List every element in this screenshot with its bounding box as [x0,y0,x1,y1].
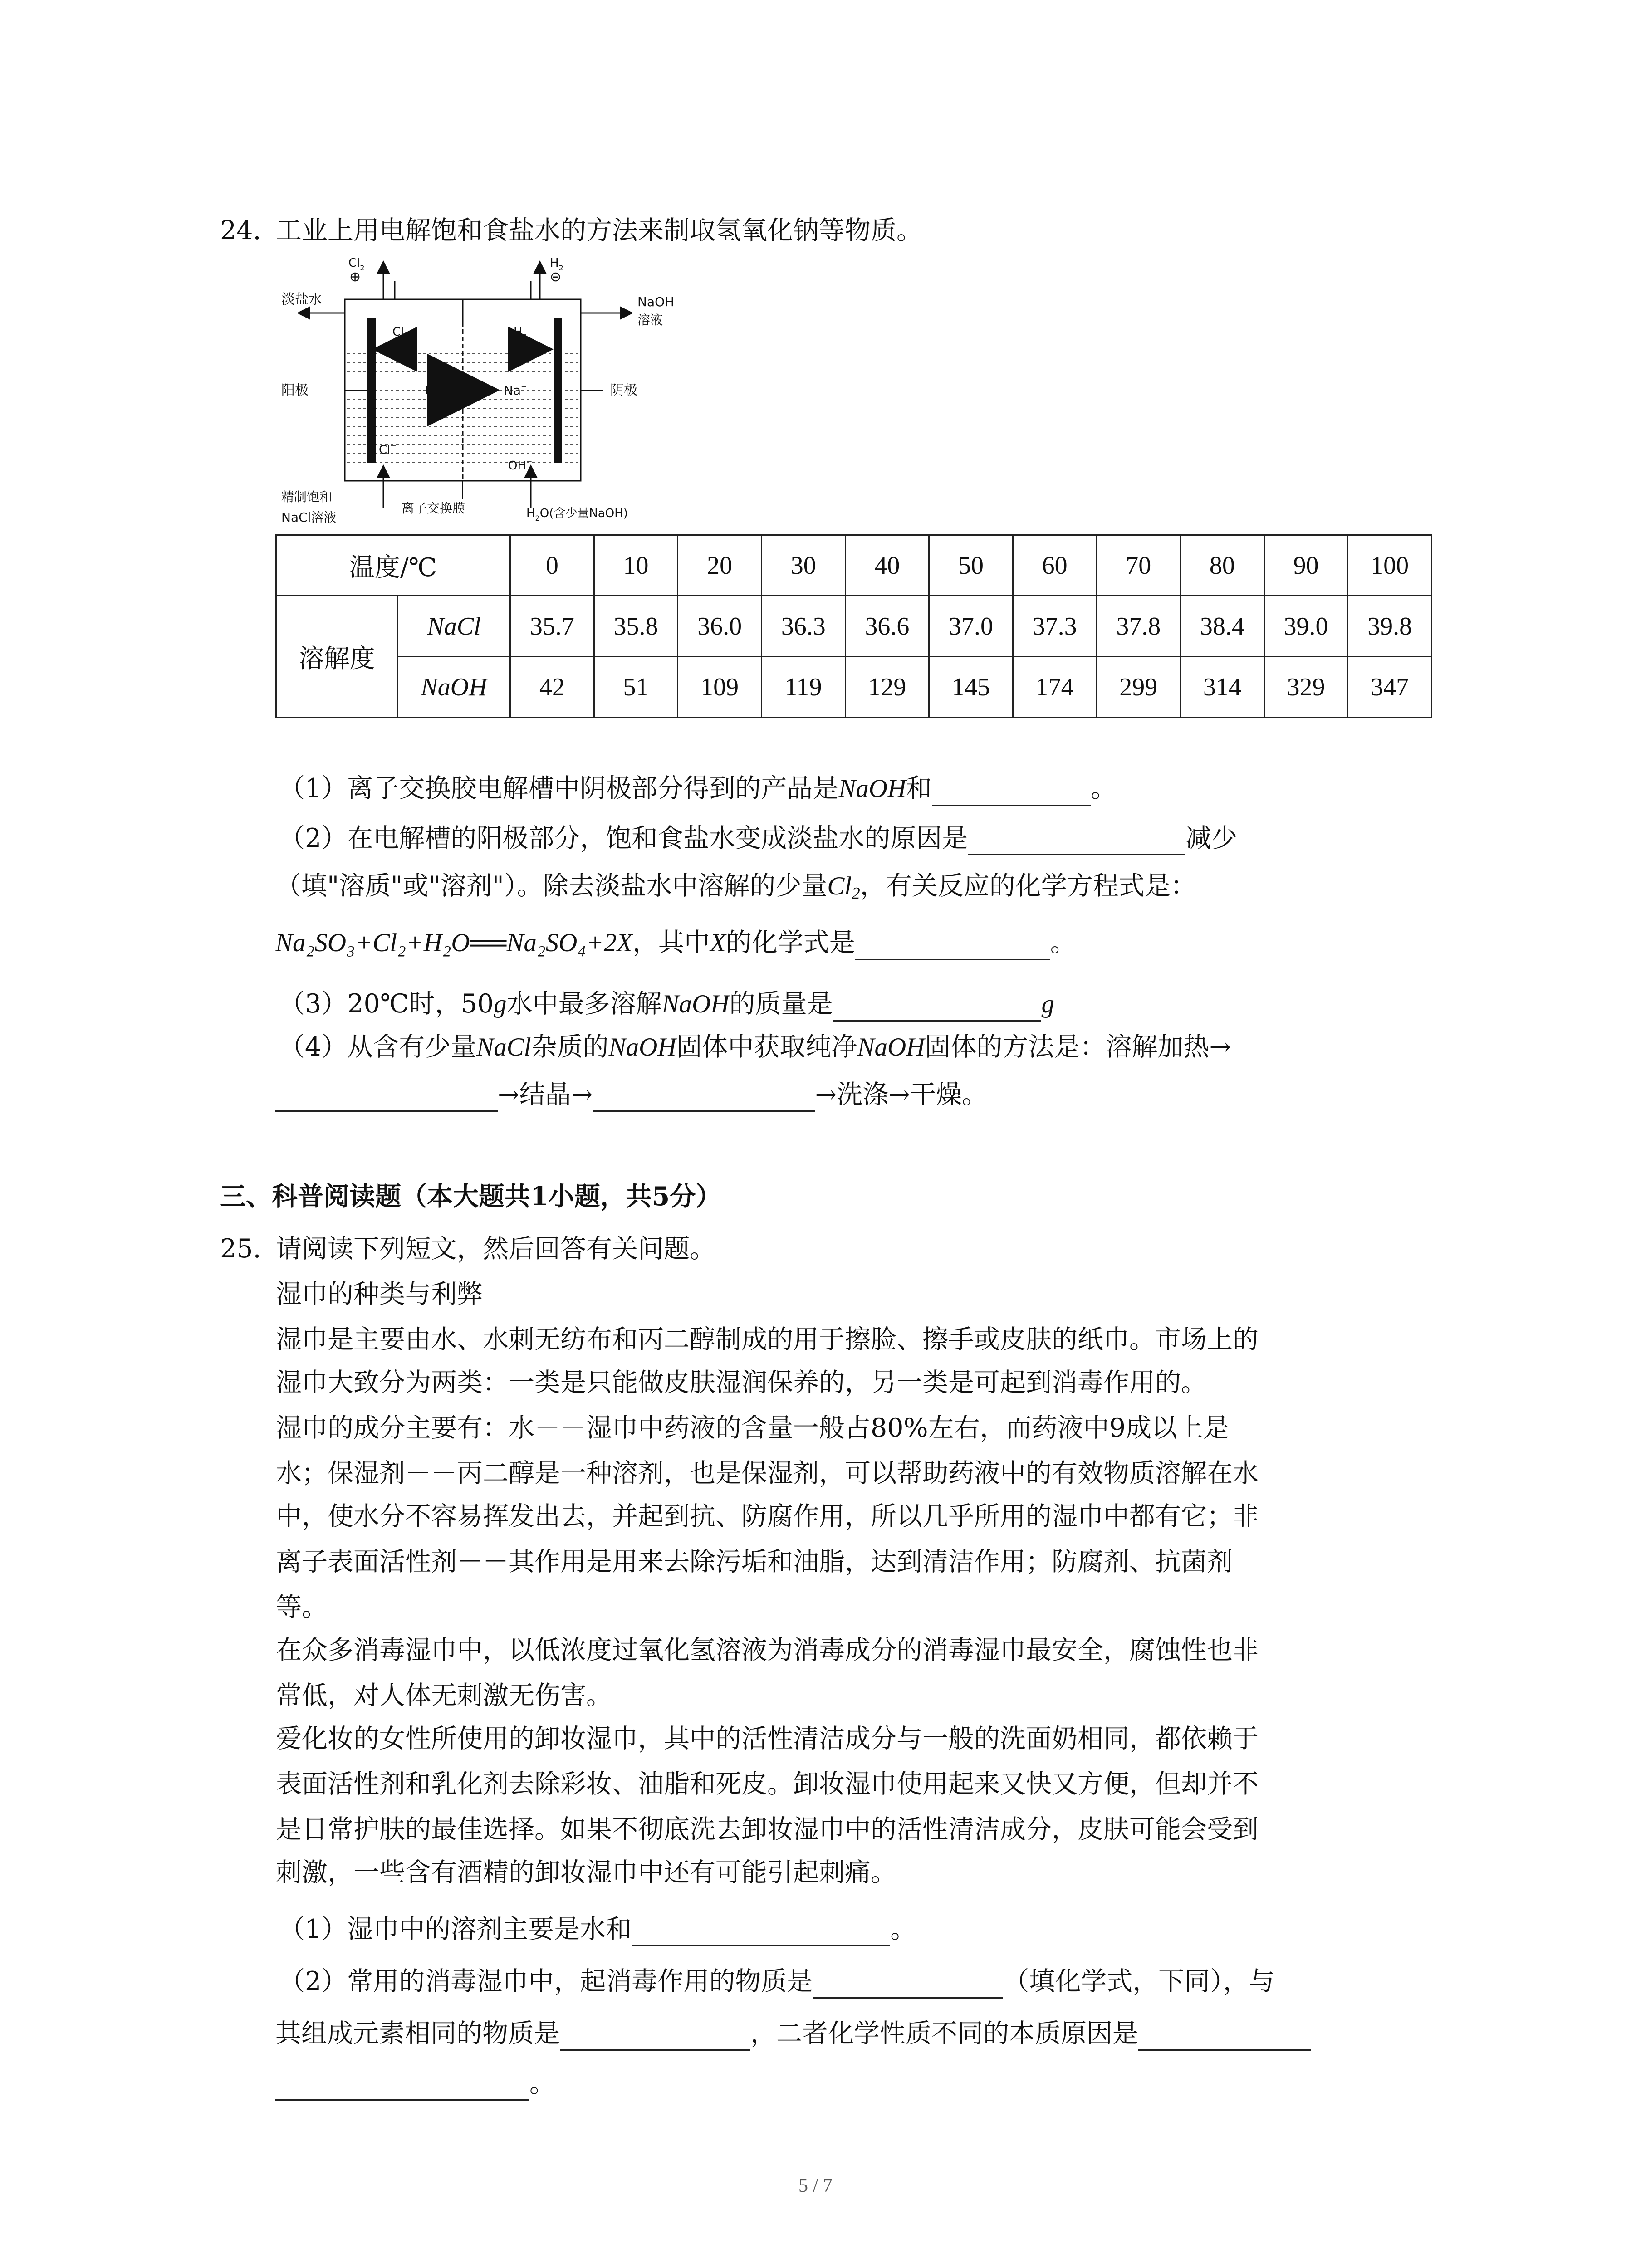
temp-cell: 70 [1097,535,1181,596]
article-line: 中，使水分不容易挥发出去，并起到抗、防腐作用，所以几乎所用的湿巾中都有它；非 [276,1501,1259,1531]
cl2-top-label: $Cl_2$ [348,256,365,272]
q25-part2-line1: （2）常用的消毒湿巾中，起消毒作用的物质是 （填化学式，下同），与 [279,1964,1275,1999]
nacl-cell: 39.8 [1348,596,1432,657]
answer-blank[interactable] [275,2073,529,2101]
membrane-label: 离子交换膜 [402,501,465,516]
answer-blank[interactable] [632,1919,890,1946]
q24-part4-line2: →结晶→ →洗涤→干燥。 [275,1077,988,1112]
temp-cell: 30 [761,535,845,596]
answer-blank[interactable] [560,2023,750,2051]
answer-blank[interactable] [813,1971,1003,1999]
electrolysis-cell-diagram [272,254,726,531]
temp-cell: 0 [510,535,594,596]
temp-cell: 100 [1348,535,1432,596]
plus-icon: ⊕ [349,269,361,285]
temp-cell: 10 [594,535,678,596]
water-in-label: $H_2O$(含少量NaOH) [526,507,628,523]
cl2-inner-label: $Cl_2$ [392,325,409,341]
anode-label: 阳极 [281,382,309,398]
article-line: 等。 [276,1592,328,1622]
cathode-label: 阴极 [610,382,637,398]
naoh-out-label-1: NaOH [637,294,675,309]
naoh-cell: 129 [845,657,929,718]
naoh-cell: 329 [1264,657,1348,718]
article-line: 是日常护肤的最佳选择。如果不彻底洗去卸妆湿巾中的活性清洁成分，皮肤可能会受到 [276,1814,1259,1844]
naoh-cell: 314 [1181,657,1264,718]
article-line: 在众多消毒湿巾中，以低浓度过氧化氢溶液为消毒成分的消毒湿巾最安全，腐蚀性也非 [276,1635,1259,1665]
article-line: 湿巾是主要由水、水刺无纺布和丙二醇制成的用于擦脸、擦手或皮肤的纸巾。市场上的 [276,1325,1259,1354]
anode-electrode [367,318,376,463]
q25-part1: （1）湿巾中的溶剂主要是水和 。 [279,1912,916,1946]
nacl-cell: 36.0 [678,596,762,657]
article-line: 刺激，一些含有酒精的卸妆湿巾中还有可能引起刺痛。 [276,1857,896,1887]
q24-part3: （3）20℃时，50g水中最多溶解NaOH的质量是 g [279,987,1054,1022]
temp-cell: 40 [845,535,929,596]
naoh-cell: 145 [929,657,1013,718]
nacl-cell: 37.8 [1097,596,1181,657]
section-3-title: 三、科普阅读题（本大题共1小题，共5分） [220,1181,722,1212]
article-line: 爱化妆的女性所使用的卸妆湿巾，其中的活性清洁成分与一般的洗面奶相同，都依赖于 [276,1724,1259,1754]
naoh-cell: 42 [510,657,594,718]
answer-blank[interactable] [593,1084,815,1112]
nacl-cell: 38.4 [1181,596,1264,657]
nacl-cell: 39.0 [1264,596,1348,657]
nacl-cell: 35.7 [510,596,594,657]
naoh-out-label-2: 溶液 [637,313,663,327]
q24-equation-line: Na₂SO₃+Cl₂+H₂O══Na₂SO₄+2X，其中X的化学式是 。 [275,925,1076,960]
h2-top-label: $H_2$ [550,256,563,272]
question-24-stem: 工业上用电解饱和食盐水的方法来制取氢氧化钠等物质。 [276,215,922,245]
nacl-cell: 36.6 [845,596,929,657]
nacl-row-label: NaCl [398,596,510,657]
temp-cell: 20 [678,535,762,596]
article-line: 常低，对人体无刺激无伤害。 [276,1681,612,1711]
nacl-cell: 36.3 [761,596,845,657]
nacl-cell: 35.8 [594,596,678,657]
article-line: 离子表面活性剂－－其作用是用来去除污垢和油脂，达到清洁作用；防腐剂、抗菌剂 [276,1547,1233,1577]
article-line: 水；保湿剂－－丙二醇是一种溶剂，也是保湿剂，可以帮助药液中的有效物质溶解在水 [276,1458,1259,1488]
h2-inner-label: $H_2$ [514,325,527,341]
q24-part2-line1: （2）在电解槽的阳极部分，饱和食盐水变成淡盐水的原因是 减少 [279,821,1237,855]
solubility-label: 溶解度 [276,596,398,718]
naoh-cell: 51 [594,657,678,718]
temp-cell: 90 [1264,535,1348,596]
brine-in-label-2: NaCl溶液 [281,510,337,525]
q24-part4-line1: （4）从含有少量NaCl杂质的NaOH固体中获取纯净NaOH固体的方法是：溶解加热→ [279,1032,1231,1062]
dilute-brine-label: 淡盐水 [281,292,322,308]
solubility-table [275,534,1432,718]
answer-blank[interactable] [932,778,1091,806]
cathode-electrode [554,318,562,463]
answer-blank[interactable] [275,1084,498,1112]
nacl-cell: 37.0 [929,596,1013,657]
question-number-25: 25. [220,1234,261,1264]
page-number: 5 / 7 [798,2175,833,2196]
question-number-24: 24. [220,215,261,245]
temp-cell: 80 [1181,535,1264,596]
minus-icon: ⊖ [550,269,562,285]
answer-blank[interactable] [1138,2023,1311,2051]
temp-cell: 50 [929,535,1013,596]
question-25-stem: 请阅读下列短文，然后回答有关问题。 [276,1234,715,1264]
article-line: 表面活性剂和乳化剂去除彩妆、油脂和死皮。卸妆湿巾使用起来又快又方便，但却并不 [276,1769,1259,1799]
temp-cell: 60 [1013,535,1097,596]
article-line: 湿巾的成分主要有：水－－湿巾中药液的含量一般占80%左右，而药液中9成以上是 [276,1413,1229,1443]
q24-part1: （1）离子交换胶电解槽中阴极部分得到的产品是NaOH和 。 [279,771,1117,806]
naoh-cell: 347 [1348,657,1432,718]
q25-part2-line2: 其组成元素相同的物质是 ，二者化学性质不同的本质原因是 [275,2016,1311,2051]
cl-ion-label: Cl− [379,441,397,457]
naoh-cell: 109 [678,657,762,718]
temp-header: 温度/℃ [276,535,510,596]
oh-ion-label: OH− [508,457,533,473]
brine-in-label-1: 精制饱和 [281,489,333,504]
naoh-cell: 119 [761,657,845,718]
nacl-cell: 37.3 [1013,596,1097,657]
q24-part2-line2: （填"溶质"或"溶剂"）。除去淡盐水中溶解的少量$Cl_2$，有关反应的化学方程式是： [275,871,1196,903]
naoh-row-label: NaOH [398,657,510,718]
q25-part2-line3: 。 [275,2066,555,2101]
naoh-cell: 174 [1013,657,1097,718]
answer-blank[interactable] [968,828,1185,855]
article-title: 湿巾的种类与利弊 [276,1279,483,1309]
naoh-cell: 299 [1097,657,1181,718]
answer-blank[interactable] [833,994,1041,1022]
na-ion-label: Na+ [504,382,527,398]
article-line: 湿巾大致分为两类：一类是只能做皮肤湿润保养的，另一类是可起到消毒作用的。 [276,1368,1207,1398]
answer-blank[interactable] [855,933,1050,960]
